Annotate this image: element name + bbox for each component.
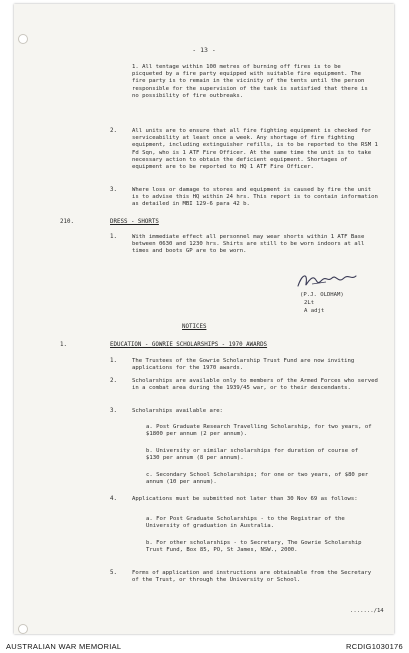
section-210-heading: DRESS - SHORTS bbox=[110, 219, 159, 225]
footer-archive-name: AUSTRALIAN WAR MEMORIAL bbox=[6, 642, 122, 651]
binding-hole bbox=[18, 34, 28, 44]
notice-paragraph-3a: a. Post Graduate Research Travelling Scholarship, for two years, of $1800 per annum (2 per annum). bbox=[146, 424, 372, 438]
section-210-number: 210. bbox=[60, 219, 74, 225]
binding-hole bbox=[18, 624, 28, 634]
notice-paragraph-2-number: 2. bbox=[110, 378, 117, 384]
paragraph-3-number: 3. bbox=[110, 187, 117, 193]
notice-paragraph-4b: b. For other scholarships - to Secretary, The Gowrie Scholarship Trust Fund, Box 85, PO, St James, NSW., 2000. bbox=[146, 540, 362, 554]
paragraph-2: All units are to ensure that all fire fighting equipment is checked for serviceability at least once a week. Any shortage of fire fighting equipment, including extinguisher refills, is to be reported to the RSM 1 Fd Sqn, who is 1 ATF Fire Officer. At the same time the unit is to take necessary action to obtain the deficient equipment. Shortages of equipment are to be reported to HQ 1 ATF Fire Officer. bbox=[132, 128, 378, 171]
paragraph-3: Where loss or damage to stores and equipment is caused by fire the unit is to advise this HQ within 24 hrs. This report is to contain information as detailed in MBI 129-6 para 42 b. bbox=[132, 187, 378, 208]
notice-paragraph-1-number: 1. bbox=[110, 358, 117, 364]
notices-heading: NOTICES bbox=[182, 324, 207, 330]
notice-paragraph-4a: a. For Post Graduate Scholarships - to the Registrar of the University of graduation in Australia. bbox=[146, 516, 345, 530]
notice-paragraph-5: Forms of application and instructions are obtainable from the Secretary of the Trust, or through the University or School. bbox=[132, 570, 372, 584]
page-continuation: ......./14 bbox=[350, 608, 384, 614]
notice-paragraph-3c: c. Secondary School Scholarships; for one or two years, of $80 per annum (10 per annum). bbox=[146, 472, 369, 486]
notice-paragraph-3: Scholarships available are: bbox=[132, 408, 223, 414]
signatory-role: A adjt bbox=[304, 308, 325, 314]
notice-paragraph-3b: b. University or similar scholarships for duration of course of $130 per annum (8 per annum). bbox=[146, 448, 359, 462]
paragraph-2-number: 2. bbox=[110, 128, 117, 134]
section-210-paragraph: With immediate effect all personnel may wear shorts within 1 ATF Base between 0630 and 1230 hrs. Shirts are still to be worn indoors at all times and boots GP are to be worn. bbox=[132, 234, 365, 255]
notice-paragraph-1: The Trustees of the Gowrie Scholarship Trust Fund are now inviting applications for the 1970 awards. bbox=[132, 358, 355, 372]
section-210-paragraph-number: 1. bbox=[110, 234, 117, 240]
notice-paragraph-4: Applications must be submitted not later than 30 Nov 69 as follows: bbox=[132, 496, 358, 502]
document-page bbox=[14, 4, 394, 634]
notice-item-heading: EDUCATION - GOWRIE SCHOLARSHIPS - 1970 AWARDS bbox=[110, 342, 268, 348]
notice-paragraph-4-number: 4. bbox=[110, 496, 117, 502]
signatory-rank: 2Lt bbox=[304, 300, 315, 306]
paragraph-1: 1. All tentage within 100 metres of burning off fires is to be picqueted by a fire party equipped with suitable fire equipment. The fire party is to remain in the vicinity of the tents until the person responsible for the supervision of the task is satisfied that there is no possibility of fire outbreaks. bbox=[132, 64, 368, 99]
notice-paragraph-2: Scholarships are available only to members of the Armed Forces who served in a combat area during the 1939/45 war, or to their descendants. bbox=[132, 378, 378, 392]
handwritten-signature bbox=[292, 268, 372, 292]
notice-paragraph-5-number: 5. bbox=[110, 570, 117, 576]
signatory-name: (P.J. OLDHAM) bbox=[300, 292, 344, 298]
notice-item-number: 1. bbox=[60, 342, 67, 348]
page-number: - 13 - bbox=[192, 46, 216, 54]
footer-record-id: RCDIG1030176 bbox=[346, 642, 403, 651]
notice-paragraph-3-number: 3. bbox=[110, 408, 117, 414]
